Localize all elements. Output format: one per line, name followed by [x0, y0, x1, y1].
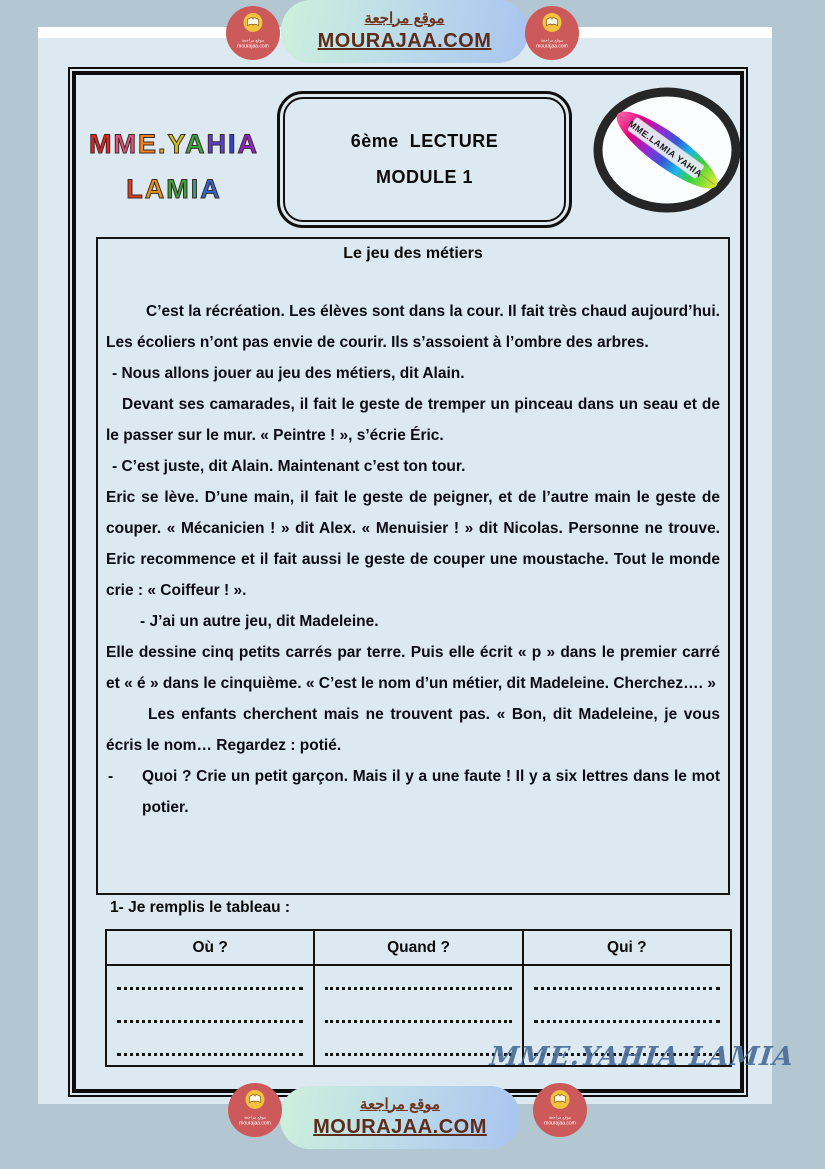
rainbow-letter: I: [228, 129, 238, 159]
rainbow-letter: A: [185, 129, 207, 159]
feather-stamp-label: MME.LAMIA YAHIA: [626, 118, 705, 179]
bottom-banner: [280, 1086, 520, 1149]
feather-stamp: [592, 85, 742, 216]
site-logo-badge: [226, 6, 280, 60]
reading-paragraph: - C’est juste, dit Alain. Maintenant c’est ton tour.: [112, 458, 466, 475]
reading-paragraph: - Nous allons jouer au jeu des métiers, dit Alain.: [112, 365, 465, 382]
top-banner-site-link[interactable]: MOURAJAA.COM: [317, 29, 492, 52]
answer-dotted-line: [325, 1053, 511, 1056]
exercise-instruction: 1- Je remplis le tableau :: [110, 899, 291, 916]
top-banner-arabic-title: موقع مراجعة: [364, 9, 445, 27]
author-rainbow-name: [84, 122, 264, 212]
author-name-line1: [84, 122, 264, 167]
answer-dotted-line: [117, 987, 303, 990]
table-header-quand: Quand ?: [314, 930, 522, 965]
table-header-ou: Où ?: [106, 930, 314, 965]
rainbow-letter: E: [137, 129, 158, 159]
answer-dotted-line: [534, 987, 720, 990]
top-banner: [281, 0, 528, 63]
paragraph-text: Quoi ? Crie un petit garçon. Mais il y a une faute ! Il y a six lettres dans le mot potier.: [142, 768, 720, 816]
author-name-line2: [84, 167, 264, 212]
rainbow-letter: A: [200, 174, 222, 204]
rainbow-letter: A: [237, 129, 260, 159]
module-title-box: [277, 91, 572, 228]
reading-paragraph: Eric se lève. D’une main, il fait le geste de peigner, et de l’autre main le geste de couper. « Mécanicien ! » dit Alex. « Menuisier ! » dit Nicolas. Personne ne trouve. Eric recommence et il fait aussi le geste de couper une moustache. Tout le monde crie : « Coiffeur ! ».: [106, 489, 720, 599]
reading-paragraph: - J’ai un autre jeu, dit Madeleine.: [140, 613, 379, 630]
answer-cell-ou: [106, 965, 314, 1066]
reading-paragraph: C’est la récréation. Les élèves sont dans la cour. Il fait très chaud aujourd’hui. Les écoliers n’ont pas envie de courir. Ils s’assoient à l’ombre des arbres.: [106, 303, 720, 351]
rainbow-letter: M: [113, 129, 138, 159]
rainbow-letter: M: [166, 174, 191, 204]
reading-text-box: [96, 237, 730, 895]
reading-paragraph: [106, 761, 720, 823]
site-logo-badge: [525, 6, 579, 60]
site-logo-badge: [228, 1083, 282, 1137]
module-number-label: MODULE 1: [375, 167, 473, 187]
rainbow-letter: M: [88, 129, 114, 159]
table-header-row: [106, 930, 731, 965]
reading-paragraph: Elle dessine cinq petits carrés par terre. Puis elle écrit « p » dans le premier carré et « é » dans le cinquième. « C’est le nom d’un métier, dit Madeleine. Cherchez…. »: [106, 644, 720, 692]
svg-text:موقع مراجعة: موقع مراجعة: [548, 1114, 572, 1120]
svg-text:mourajaa.com: mourajaa.com: [239, 1120, 271, 1127]
answer-dotted-line: [325, 987, 511, 990]
bottom-banner-arabic-title: موقع مراجعة: [359, 1095, 441, 1113]
rainbow-letter: .: [157, 129, 168, 159]
answer-dotted-line: [117, 1020, 303, 1023]
teacher-signature: MME.YAHIA LAMIA: [488, 1042, 796, 1072]
reading-paragraph: Les enfants cherchent mais ne trouvent pas. « Bon, dit Madeleine, je vous écris le nom… Regardez : potié.: [106, 706, 720, 754]
rainbow-letter: H: [206, 129, 229, 159]
table-header-qui: Qui ?: [523, 930, 731, 965]
answer-dotted-line: [117, 1053, 303, 1056]
svg-text:موقع مراجعة: موقع مراجعة: [540, 37, 564, 43]
rainbow-letter: L: [126, 174, 145, 204]
svg-text:mourajaa.com: mourajaa.com: [237, 43, 269, 50]
rainbow-letter: I: [190, 174, 201, 204]
reading-body: [106, 296, 720, 823]
module-level-label: 6ème LECTURE: [350, 131, 499, 151]
reading-paragraph: Devant ses camarades, il fait le geste de tremper un pinceau dans un seau et de le passer sur le mur. « Peintre ! », s’écrie Éric.: [106, 396, 720, 444]
bottom-banner-site-link[interactable]: MOURAJAA.COM: [313, 1115, 487, 1138]
reading-title: Le jeu des métiers: [343, 245, 483, 262]
svg-text:mourajaa.com: mourajaa.com: [536, 43, 568, 50]
rainbow-letter: A: [144, 174, 167, 204]
dash-bullet: -: [108, 768, 114, 785]
rainbow-letter: Y: [167, 129, 186, 159]
answer-dotted-line: [534, 1020, 720, 1023]
answer-dotted-line: [325, 1020, 511, 1023]
svg-text:موقع مراجعة: موقع مراجعة: [243, 1114, 267, 1120]
svg-text:mourajaa.com: mourajaa.com: [544, 1120, 576, 1127]
site-logo-badge: [533, 1083, 587, 1137]
svg-text:موقع مراجعة: موقع مراجعة: [241, 37, 265, 43]
